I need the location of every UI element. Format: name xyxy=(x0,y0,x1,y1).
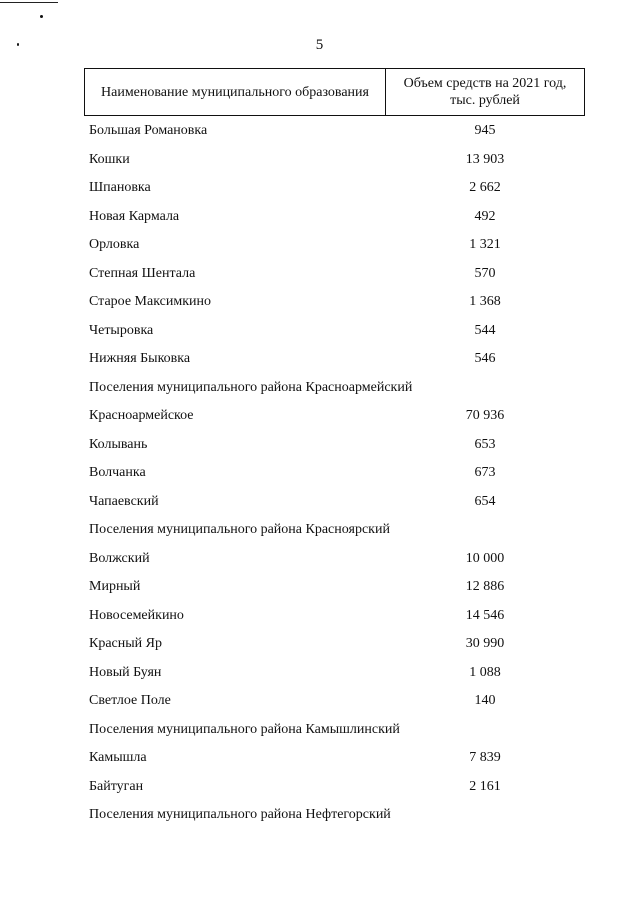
row-name: Четыровка xyxy=(89,322,154,338)
row-name: Поселения муниципального района Нефтегорский xyxy=(89,807,391,822)
row-value: 570 xyxy=(474,265,496,281)
row-value: 945 xyxy=(474,123,496,138)
row-value: 1 368 xyxy=(469,294,501,309)
scan-top-line xyxy=(0,2,58,3)
row-name: Степная Шентала xyxy=(89,265,196,281)
table-row xyxy=(89,549,585,578)
row-name: Красный Яр xyxy=(89,636,162,651)
table-row xyxy=(89,264,585,293)
table-row xyxy=(89,492,585,521)
row-name: Волчанка xyxy=(89,465,146,480)
table-row xyxy=(89,520,585,549)
page-number: 5 xyxy=(315,37,324,53)
column-header-name: Наименование муниципального образования xyxy=(85,69,386,115)
row-value: 546 xyxy=(474,351,496,366)
row-name: Поселения муниципального района Красноармейский xyxy=(89,379,413,395)
row-name: Байтуган xyxy=(89,778,144,794)
table-row xyxy=(89,207,585,236)
table-row xyxy=(89,406,585,435)
row-value: 492 xyxy=(474,208,496,224)
table-row xyxy=(89,378,585,407)
table-row xyxy=(89,805,585,834)
row-value: 12 886 xyxy=(465,579,505,594)
table-row xyxy=(89,720,585,749)
row-value: 13 903 xyxy=(465,151,505,167)
table-row xyxy=(89,634,585,663)
row-value: 1 321 xyxy=(469,237,501,252)
row-value: 70 936 xyxy=(465,408,505,423)
row-name: Поселения муниципального района Камышлинский xyxy=(89,721,400,737)
row-value: 2 662 xyxy=(469,180,501,195)
row-name: Мирный xyxy=(89,579,141,594)
row-value: 1 088 xyxy=(469,664,501,680)
table-row xyxy=(89,463,585,492)
row-name: Поселения муниципального района Красноярский xyxy=(89,522,390,537)
row-value: 7 839 xyxy=(469,750,501,765)
row-name: Светлое Поле xyxy=(89,693,171,708)
table-row xyxy=(89,748,585,777)
row-name: Колывань xyxy=(89,436,148,452)
row-name: Новый Буян xyxy=(89,664,162,680)
row-value: 673 xyxy=(474,465,496,480)
row-value: 14 546 xyxy=(465,607,505,623)
row-value: 653 xyxy=(474,436,496,452)
table-row xyxy=(89,321,585,350)
row-name: Новая Кармала xyxy=(89,208,180,224)
table-row xyxy=(89,663,585,692)
row-value: 544 xyxy=(474,322,496,338)
row-name: Шпановка xyxy=(89,180,151,195)
row-value: 140 xyxy=(474,693,496,708)
table-row xyxy=(89,235,585,264)
row-name: Нижняя Быковка xyxy=(89,351,191,366)
row-name: Старое Максимкино xyxy=(89,294,212,309)
table-row xyxy=(89,292,585,321)
row-name: Новосемейкино xyxy=(89,607,184,623)
column-header-amount: Объем средств на 2021 год, тыс. рублей xyxy=(403,76,567,108)
row-name: Кошки xyxy=(89,151,130,167)
row-name: Чапаевский xyxy=(89,493,159,509)
row-value: 2 161 xyxy=(469,778,501,794)
row-value: 10 000 xyxy=(465,550,505,566)
table-row xyxy=(89,577,585,606)
table-body xyxy=(89,121,585,834)
table-row xyxy=(89,777,585,806)
table-row xyxy=(89,691,585,720)
scan-speck xyxy=(40,15,43,18)
table-row xyxy=(89,150,585,179)
row-name: Красноармейское xyxy=(89,408,194,423)
table-row xyxy=(89,178,585,207)
table-row xyxy=(89,435,585,464)
row-name: Камышла xyxy=(89,750,147,765)
row-name: Волжский xyxy=(89,550,150,566)
table-row xyxy=(89,121,585,150)
row-name: Орловка xyxy=(89,237,140,252)
table-row xyxy=(89,349,585,378)
row-value: 30 990 xyxy=(465,636,505,651)
row-value: 654 xyxy=(474,493,496,509)
row-name: Большая Романовка xyxy=(89,123,208,138)
table-row xyxy=(89,606,585,635)
table-header xyxy=(84,68,585,116)
